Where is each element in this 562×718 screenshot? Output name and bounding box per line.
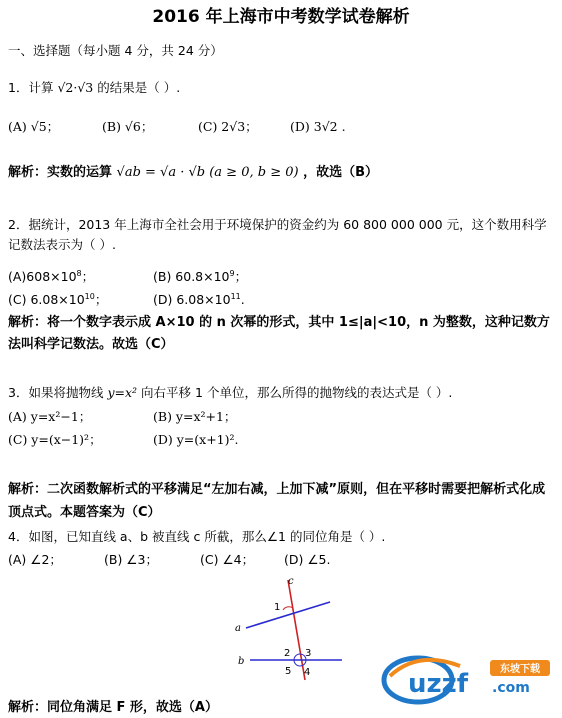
q3-stem [8,384,452,402]
q3-stem-text: 3．如果将抛物线 [8,385,104,400]
q1-expression: √2·√3 [57,80,94,95]
q3-option-d: (D) y=(x+1)². [153,432,239,447]
q4-figure [230,572,360,682]
q2-option-c: (C) $6.08\times 10^{10}$； [8,292,108,308]
label-c: c [288,576,294,587]
q1-option-c: (C) 2√3； [198,119,258,134]
q3-analysis: 解析：二次函数解析式的平移满足“左加右减，上加下减”原则，但在平移时需要把解析式化成顶点式。本题答案为（C） [8,482,546,520]
q4-analysis: 解析：同位角满足 F 形，故选（A） [8,700,218,715]
q4-option-c: (C) ∠4； [200,552,255,567]
label-a: a [235,623,241,634]
label-angle-2: 2 [284,648,291,659]
uzzf-logo [378,646,556,706]
q2-stem: 2．据统计，2013 年上海市全社会用于环境保护的资金约为 60 800 000 000 元，这个数用科学记数法表示为（ ）. [8,217,547,252]
q3-stem-text-end: 向右平移 1 个单位，那么所得的抛物线的表达式是（ ）. [141,385,453,400]
q4-stem: 4．如图，已知直线 a、b 被直线 c 所截，那么∠1 的同位角是（ ）. [8,529,386,544]
q4-option-a: (A) ∠2； [8,552,62,567]
q1-option-d: (D) 3√2 . [290,119,346,134]
q2-option-b: (B) $60.8\times 10^9$； [153,269,248,285]
q3-expression: y=x² [107,385,138,400]
q3-option-b: (B) y=x²+1； [153,409,237,424]
q1-analysis-formula: √ab = √a · √b (a ≥ 0, b ≥ 0) [116,165,299,180]
q3-option-c: (C) y=(x−1)²； [8,432,102,447]
angle-1-arc [283,607,293,610]
q1-option-a: (A) √5； [8,119,60,134]
label-angle-4: 4 [304,667,311,678]
line-a [246,602,330,628]
q1-option-b: (B) √6； [102,119,154,134]
q1-analysis-label: 解析：实数的运算 [8,165,113,180]
q1-stem-text: 1．计算 [8,80,54,95]
section-heading: 一、选择题（每小题 4 分，共 24 分） [8,43,223,58]
page-title: 2016 年上海市中考数学试卷解析 [152,7,410,27]
q1-stem [8,79,180,97]
logo-brand: uzzf [408,669,469,699]
label-angle-3: 3 [305,648,312,659]
label-b: b [238,656,245,667]
q2-option-a: $(A)608\times 10^8$； [8,269,95,285]
q1-analysis [8,163,378,183]
q4-option-d: (D) ∠5. [284,552,331,567]
q2-option-d: (D) $6.08\times 10^{11}$. [153,292,245,308]
q1-stem-text-end: 的结果是（ ）. [97,80,181,95]
q4-option-b: (B) ∠3； [104,552,158,567]
q1-analysis-answer: ，故选（B） [303,165,379,180]
q3-option-a: (A) y=x²−1； [8,409,92,424]
logo-domain: .com [492,680,530,696]
q2-analysis: 解析：将一个数字表示成 A×10 的 n 次幂的形式，其中 1≤|a|<10，n 为整数，这种记数方法叫科学记数法。故选（C） [8,315,550,352]
label-angle-5: 5 [285,666,292,677]
label-angle-1: 1 [274,602,281,613]
logo-tag: 东坡下载 [500,664,540,675]
